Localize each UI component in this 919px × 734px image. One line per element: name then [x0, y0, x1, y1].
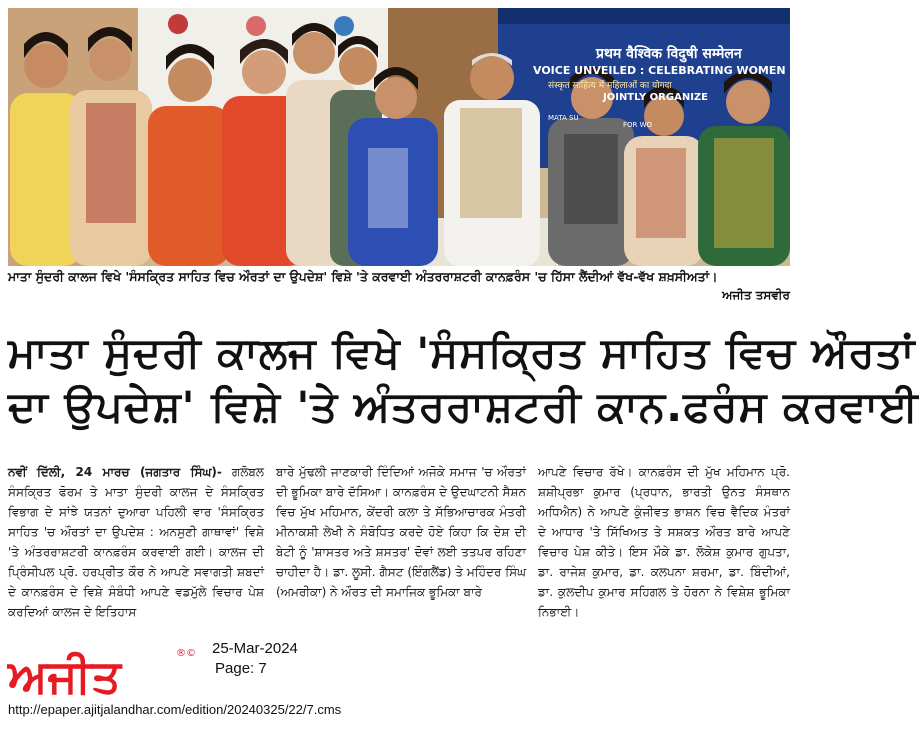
- dateline: ਨਵੀਂ ਦਿੱਲੀ, 24 ਮਾਰਚ (ਜਗਤਾਰ ਸਿੰਘ)-: [8, 465, 222, 479]
- article-text-3: ਆਪਣੇ ਵਿਚਾਰ ਰੱਖੇ। ਕਾਨਫ਼ਰੰਸ ਦੀ ਮੁੱਖ ਮਹਿਮਾਨ ਪ੍ਰੋ. ਸ਼ਸ਼ੀਪ੍ਰਭਾ ਕੁਮਾਰ (ਪ੍ਰਧਾਨ, ਭਾਰਤੀ ਉਨਤ ਸੰਸਥਾਨ ਅਧਿਐਨ) ਨੇ ਆਪਣੇ ਕੁੰਜੀਵਤ ਭਾਸ਼ਨ ਵਿਚ ਵੈਦਿਕ ਮੰਤਰਾਂ ਦੇ ਆਧਾਰ 'ਤੇ ਸਿੱਖਿਅਤ ਤੇ ਸਸ਼ਕਤ ਔਰਤ ਬਾਰੇ ਆਪਣੇ ਵਿਚਾਰ ਪੇਸ਼ ਕੀਤੇ। ਇਸ ਮੌਕੇ ਡਾ. ਲੋਕੇਸ਼ ਕੁਮਾਰ ਗੁਪਤਾ, ਡਾ. ਰਾਜੇਸ਼ ਕੁਮਾਰ, ਡਾ. ਕਲਪਨਾ ਸ਼ਰਮਾ, ਡਾ. ਬਿੰਦੀਆਂ, ਡਾ. ਕੁਲਦੀਪ ਕੁਮਾਰ ਸਹਿਗਲ ਤੇ ਹੋਰਨਾ ਨੇ ਵਿਸ਼ੇਸ਼ ਭੂਮਿਕਾ ਨਿਭਾਈ।: [538, 465, 790, 619]
- registered-mark: ®©: [176, 648, 196, 659]
- photo-caption: [8, 268, 790, 302]
- ajit-logo: [6, 648, 200, 703]
- publication-date: 25-Mar-2024: [212, 640, 298, 657]
- banner-mata-sun: MATA SU: [548, 114, 579, 122]
- banner-jointly: JOINTLY ORGANIZE: [603, 92, 708, 103]
- logo-text: ਅਜੀਤ: [8, 649, 121, 703]
- article-text-2: ਬਾਰੇ ਮੁੱਢਲੀ ਜਾਣਕਾਰੀ ਦਿੰਦਿਆਂ ਅਜੋਕੇ ਸਮਾਜ 'ਚ ਔਰਤਾਂ ਦੀ ਭੂਮਿਕਾ ਬਾਰੇ ਦੱਸਿਆ। ਕਾਨਫ਼ਰੰਸ ਦੇ ਉਦਘਾਟਨੀ ਸੈਸ਼ਨ ਵਿਚ ਮੁੱਖ ਮਹਿਮਾਨ, ਕੇਂਦਰੀ ਕਲਾ ਤੇ ਸੱਭਿਆਚਾਰਕ ਮੰਤਰੀ ਮੀਨਾਕਸ਼ੀ ਲੇਖੀ ਨੇ ਸੰਬੋਧਿਤ ਕਰਦੇ ਹੋਏ ਕਿਹਾ ਕਿ ਦੇਸ਼ ਦੀ ਬੇਟੀ ਨੂੰ 'ਸ਼ਾਸਤਰ ਅਤੇ ਸ਼ਸਤਰ' ਦੋਵਾਂ ਲਈ ਤਤਪਰ ਰਹਿਣਾ ਚਾਹੀਦਾ ਹੈ। ਡਾ. ਲੂਸੀ. ਗੈਸਟ (ਇੰਗਲੈਂਡ) ਤੇ ਮਹਿੰਦਰ ਸਿੰਘ (ਅਮਰੀਕਾ) ਨੇ ਔਰਤ ਦੀ ਸਮਾਜਿਕ ਭੂਮਿਕਾ ਬਾਰੇ: [276, 465, 526, 599]
- page-number: Page: 7: [215, 660, 267, 677]
- source-url[interactable]: http://epaper.ajitjalandhar.com/edition/20240325/22/7.cms: [8, 702, 342, 717]
- article-column-1: [8, 462, 264, 622]
- article-text-1: ਗਲੋਬਲ ਸੰਸਕ੍ਰਿਤ ਫੋਰਮ ਤੇ ਮਾਤਾ ਸੁੰਦਰੀ ਕਾਲਜ ਦੇ ਸੰਸਕ੍ਰਿਤ ਵਿਭਾਗ ਦੇ ਸਾਂਝੇ ਯਤਨਾਂ ਦੁਆਰਾ ਪਹਿਲੀ ਵਾਰ 'ਸੰਸਕ੍ਰਿਤ ਸਾਹਿਤ 'ਚ ਔਰਤਾਂ ਦਾ ਉਪਦੇਸ਼ : ਅਨਸੁਣੀ ਗਾਥਾਵਾਂ' ਵਿਸ਼ੇ 'ਤੇ ਅੰਤਰਰਾਸ਼ਟਰੀ ਕਾਨਫ਼ਰੰਸ ਕਰਵਾਈ ਗਈ। ਕਾਲਜ ਦੀ ਪ੍ਰਿੰਸੀਪਲ ਪ੍ਰੋ. ਹਰਪ੍ਰੀਤ ਕੌਰ ਨੇ ਆਪਣੇ ਸਵਾਗਤੀ ਸ਼ਬਦਾਂ ਦੇ ਕਾਨਫ਼ਰੰਸ ਦੇ ਵਿਸ਼ੇ ਸੰਬੰਧੀ ਆਪਣੇ ਵਡਮੁੱਲੇ ਵਿਚਾਰ ਪੇਸ਼ ਕਰਦਿਆਂ ਕਾਲਜ ਦੇ ਇਤਿਹਾਸ: [8, 465, 264, 619]
- headline-line-1: ਮਾਤਾ ਸੁੰਦਰੀ ਕਾਲਜ ਵਿਖੇ 'ਸੰਸਕ੍ਰਿਤ ਸਾਹਿਤ ਵਿਚ ਔਰਤਾਂ: [8, 328, 916, 377]
- banner-for-wo: FOR WO: [623, 121, 653, 129]
- banner-title-hindi: प्रथम वैश्विक विदुषी सम्मेलन: [596, 46, 742, 62]
- news-photo: [8, 8, 841, 266]
- caption-text: ਮਾਤਾ ਸੁੰਦਰੀ ਕਾਲਜ ਵਿਖੇ 'ਸੰਸਕ੍ਰਿਤ ਸਾਹਿਤ ਵਿਚ ਔਰਤਾਂ ਦਾ ਉਪਦੇਸ਼' ਵਿਸ਼ੇ 'ਤੇ ਕਰਵਾਈ ਅੰਤਰਰਾਸ਼ਟਰੀ ਕਾਨਫ਼ਰੰਸ 'ਚ ਹਿੱਸਾ ਲੈਂਦੀਆਂ ਵੱਖ-ਵੱਖ ਸ਼ਖ਼ਸੀਅਤਾਂ।: [8, 269, 718, 284]
- article-column-3: [538, 462, 790, 622]
- banner-title-english: VOICE UNVEILED : CELEBRATING WOMEN IN SANS: [533, 64, 841, 77]
- headline: [8, 326, 919, 434]
- banner-subtitle-hindi: संस्कृत साहित्य में महिलाओं का योगदा: [548, 81, 672, 91]
- headline-line-2: ਦਾ ਉਪਦੇਸ਼' ਵਿਸ਼ੇ 'ਤੇ ਅੰਤਰਰਾਸ਼ਟਰੀ ਕਾਨ.ਫਰੰਸ ਕਰਵਾਈ: [8, 382, 919, 431]
- article-column-2: [276, 462, 526, 602]
- photo-credit: ਅਜੀਤ ਤਸਵੀਰ: [722, 288, 790, 302]
